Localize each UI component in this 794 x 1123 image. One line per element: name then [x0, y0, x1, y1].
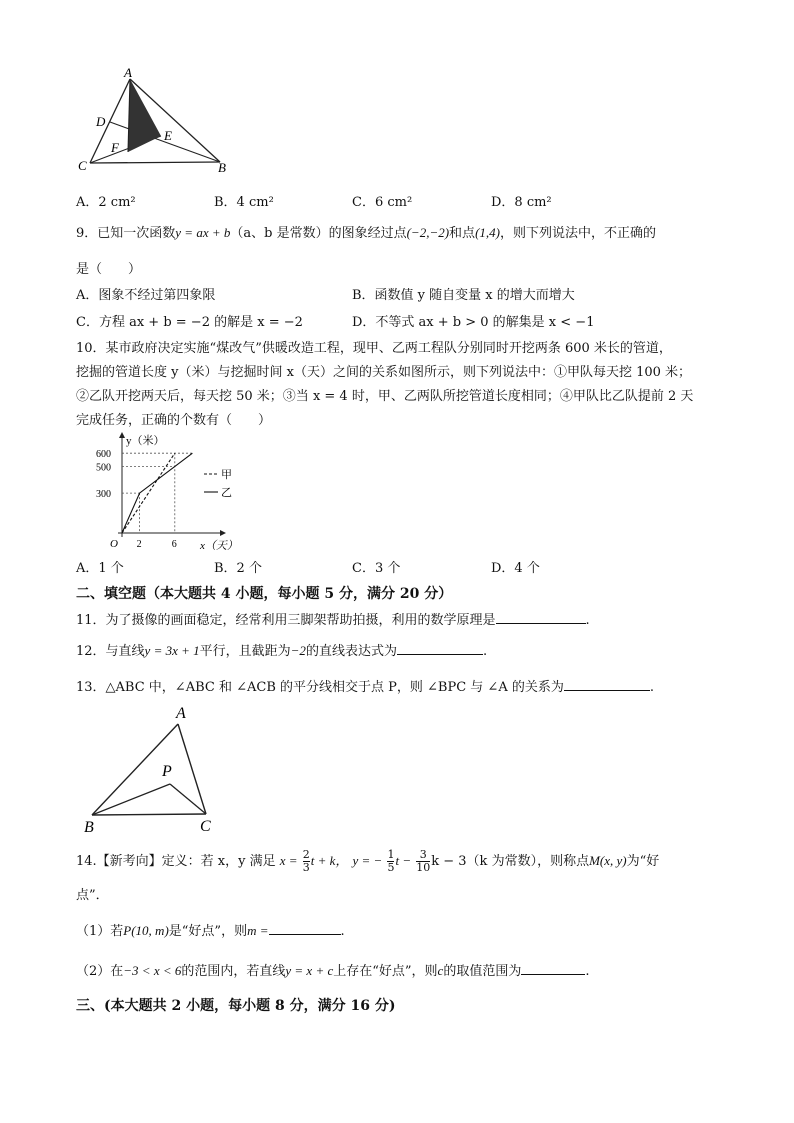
- q10-option-a: A．1 个: [76, 561, 124, 576]
- label-P: P: [162, 763, 172, 780]
- series-line-乙: [122, 453, 192, 533]
- q10-option-d: D．4 个: [491, 561, 540, 576]
- q9-option-d: D．不等式 ax + b > 0 的解集是 x < −1: [352, 315, 595, 330]
- q10-line-3: ②乙队开挖两天后，每天挖 50 米；③当 x = 4 时，甲、乙两队所挖管道长度相同；④甲队比乙队提前 2 天: [76, 389, 694, 404]
- legend-label-甲: 甲: [221, 469, 232, 481]
- pipe-length-chart: [92, 430, 252, 555]
- q8-option-b: B．4 cm²: [214, 195, 274, 210]
- label-B: B: [218, 160, 226, 175]
- label-B: B: [84, 819, 94, 836]
- q14-part-1: （1）若P(10, m)是“好点”，则m = .: [76, 920, 345, 939]
- q8-option-c: C．6 cm²: [352, 195, 413, 210]
- y-axis-label: y（米）: [126, 435, 165, 447]
- label-C: C: [78, 158, 87, 173]
- q9-stem: 9．已知一次函数y = ax + b（a、b 是常数）的图象经过点(−2,−2)和点(1,4)，则下列说法中，不正确的: [76, 225, 656, 241]
- q12: 12．与直线y = 3x + 1平行，且截距为−2的直线表达式为 .: [76, 640, 487, 659]
- y-axis-arrow: [119, 432, 125, 438]
- q9-option-a: A．图象不经过第四象限: [76, 288, 216, 303]
- x-axis-label: x（天）: [200, 540, 238, 552]
- series-line-甲: [122, 453, 175, 533]
- q14-part-2: （2）在−3 < x < 6的范围内，若直线y = x + c上存在“好点”，则c的取值范围为 .: [76, 960, 589, 979]
- q8-option-a: A．2 cm²: [76, 195, 136, 210]
- q10-line-1: 10．某市政府决定实施“煤改气”供暖改造工程，现甲、乙两工程队分别同时开挖两条 600 米长的管道，: [76, 341, 672, 356]
- shaded-triangle: [128, 79, 161, 152]
- label-A: A: [176, 705, 186, 722]
- legend-label-乙: 乙: [221, 487, 232, 499]
- q14-stem-end: 点”．: [76, 888, 109, 903]
- label-E: E: [164, 128, 172, 143]
- q10-line-4: 完成任务，正确的个数有（ ）: [76, 413, 272, 428]
- label-C: C: [200, 818, 211, 835]
- y-tick-label: 300: [96, 489, 111, 501]
- x-tick-label: 2: [136, 539, 142, 550]
- label-D: D: [96, 114, 106, 129]
- q14-stem: 14.【新考向】定义：若 x，y 满足 x = $\frac{2}{3}$ t + k， y = − $\frac{1}{5}$ t − $\frac{3}{10}$ k − 3（k 为常数），则称点M(x, y)为“好: [76, 848, 660, 874]
- q10-line-2: 挖掘的管道长度 y（米）与挖掘时间 x（天）之间的关系如图所示，则下列说法中：①甲队每天挖 100 米；: [76, 365, 692, 380]
- triangle-figure-q8: [78, 64, 238, 176]
- q9-option-b: B．函数值 y 随自变量 x 的增大而增大: [352, 288, 575, 303]
- x-axis-arrow: [220, 530, 226, 536]
- q11: 11．为了摄像的画面稳定，经常利用三脚架帮助拍摄，利用的数学原理是 .: [76, 609, 590, 628]
- section-2-title: 二、填空题（本大题共 4 小题，每小题 5 分，满分 20 分）: [76, 586, 453, 602]
- y-tick-label: 600: [96, 449, 111, 461]
- triangle-figure-q13: [80, 702, 220, 837]
- q9-option-c: C．方程 ax + b = −2 的解是 x = −2: [76, 315, 303, 330]
- label-A: A: [124, 65, 132, 80]
- section-3-title: 三、(本大题共 2 小题，每小题 8 分，满分 16 分): [76, 998, 396, 1014]
- q13: 13．△ABC 中，∠ABC 和 ∠ACB 的平分线相交于点 P，则 ∠BPC 与 ∠A 的关系为 .: [76, 676, 654, 695]
- q10-option-b: B．2 个: [214, 561, 262, 576]
- q8-option-d: D．8 cm²: [491, 195, 552, 210]
- x-tick-label: 6: [171, 539, 177, 550]
- origin-label: O: [110, 538, 118, 550]
- y-tick-label: 500: [96, 462, 111, 474]
- label-F: F: [111, 140, 119, 155]
- q10-option-c: C．3 个: [352, 561, 401, 576]
- q9-stem-end: 是（ ）: [76, 262, 142, 277]
